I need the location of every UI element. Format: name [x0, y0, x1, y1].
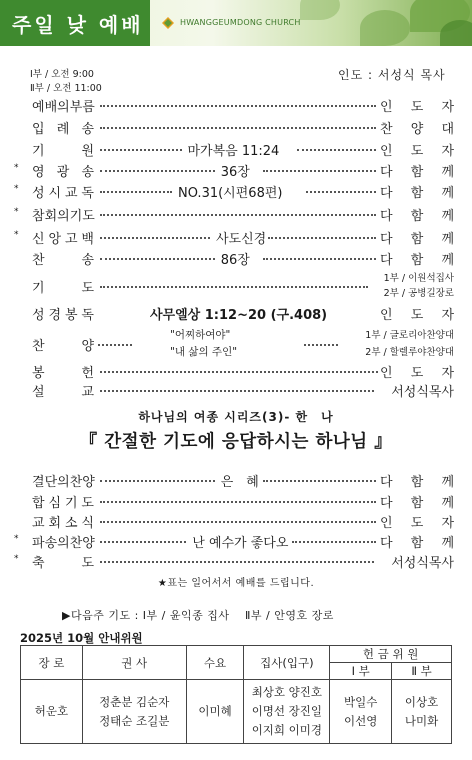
order-row	[14, 161, 454, 181]
leader-dots	[292, 541, 376, 543]
sermon-row	[22, 381, 454, 401]
leader-dots	[98, 344, 132, 346]
leader-dots	[100, 127, 376, 129]
row-performer: 인 도 자	[380, 516, 454, 531]
header-offering: 헌 금 위 원	[330, 646, 452, 663]
leader-dots	[100, 501, 376, 503]
row-performer: 다 함 께	[380, 475, 454, 490]
row-performer: 다 함 께	[380, 209, 454, 224]
row-performer: 서성식목사	[391, 385, 454, 400]
order-row	[22, 249, 454, 269]
row-label: 성 시 교 독	[32, 186, 94, 201]
row-label: 기 원	[32, 144, 94, 159]
anthem-song-1: "어찌하여야"	[170, 329, 231, 341]
offering-2-cell: 이상호 나미화	[392, 680, 452, 744]
service-time-2: Ⅱ부 / 오전 11:00	[30, 83, 102, 94]
row-performer: 찬 양 대	[380, 122, 454, 137]
header-deaconess: 권 사	[82, 646, 186, 680]
standing-mark: *	[14, 534, 19, 544]
order-row	[22, 512, 454, 532]
sermon-series: 하나님의 여종 시리즈(3)- 한 나	[138, 410, 334, 424]
leader-dots	[100, 237, 210, 239]
row-label: 합 심 기 도	[32, 496, 94, 511]
leaf-decoration	[440, 20, 472, 46]
benediction-row: * 축 도 서성식목사	[14, 554, 454, 571]
header-service-1: Ⅰ 부	[330, 663, 392, 680]
row-item: NO.31(시편68편)	[178, 186, 283, 201]
leader-dots	[100, 480, 215, 482]
anthem-song-2: "내 삶의 주인"	[170, 346, 238, 358]
row-label: 예 배 의 부 름	[32, 100, 95, 115]
header-service-2: Ⅱ 부	[392, 663, 452, 680]
leader-dots	[100, 371, 378, 373]
row-item: 36장	[220, 165, 250, 180]
row-label: 축 도	[32, 556, 94, 571]
service-time-1: Ⅰ부 / 오전 9:00	[30, 69, 94, 80]
anthem-row	[22, 326, 454, 360]
row-performer: 다 함 께	[380, 536, 454, 551]
standing-mark: *	[14, 230, 19, 240]
deacon-cell: 최상호 양진호 이명선 장진일 이지희 이미경	[244, 680, 330, 744]
row-label: 성 경 봉 독	[32, 308, 94, 323]
row-label: 설 교	[32, 385, 94, 400]
leader-dots	[100, 286, 368, 288]
order-row	[22, 118, 454, 138]
row-performer: 인 도 자	[380, 366, 454, 381]
row-label: 파 송 의 찬 양	[32, 536, 95, 551]
row-label: 영 광 송	[32, 165, 94, 180]
leader-dots	[100, 390, 374, 392]
committee-table	[20, 645, 452, 744]
row-label: 기 도	[32, 281, 94, 296]
leader-dots	[100, 214, 376, 216]
leader-dots	[304, 344, 338, 346]
row-performer: 인 도 자	[380, 144, 454, 159]
leader-dots	[100, 541, 186, 543]
row-item: 난 예수가 좋다오	[192, 536, 289, 551]
leader-dots	[268, 237, 376, 239]
committee-title: 2025년 10월 안내위원	[20, 631, 143, 645]
order-row	[22, 96, 454, 116]
church-name: HWANGGEUMDONG CHURCH	[180, 18, 301, 27]
row-performer: 다 함 께	[380, 253, 454, 268]
standing-note: ★표는 일어서서 예배를 드립니다.	[157, 578, 315, 589]
row-item: 86장	[220, 253, 250, 268]
scripture-text: 사무엘상 1:12~20 (구.408)	[150, 308, 328, 323]
row-performer: 서성식목사	[391, 556, 454, 571]
row-label: 찬 송	[32, 253, 94, 268]
order-row	[14, 205, 454, 225]
row-label: 신 앙 고 백	[32, 232, 94, 247]
row-label: 입 례 송	[32, 122, 94, 137]
order-row	[14, 532, 454, 552]
leader-dots	[100, 521, 376, 523]
offering-row	[22, 362, 454, 382]
row-item: 마가복음 11:24	[187, 144, 280, 159]
order-row	[22, 140, 454, 160]
header-elder: 장 로	[21, 646, 83, 680]
prayer-second: 2부 / 공병길장로	[383, 288, 454, 299]
row-label: 교 회 소 식	[32, 516, 94, 531]
leader-dots	[100, 191, 172, 193]
order-row	[14, 228, 454, 248]
leader-dots	[297, 149, 377, 151]
row-performer: 다 함 께	[380, 232, 454, 247]
standing-mark: *	[14, 207, 19, 217]
row-item: 사도신경	[216, 232, 267, 247]
row-label: 참 회 의 기 도	[32, 209, 95, 224]
leader-dots	[306, 191, 376, 193]
scripture-row	[22, 304, 454, 324]
title-box	[0, 0, 150, 46]
page-title: 주일 낮 예배	[12, 12, 144, 37]
anthem-choir-2: 2부 / 할렐루야찬양대	[365, 347, 454, 358]
row-performer: 인 도 자	[380, 308, 454, 323]
leaf-decoration	[300, 0, 340, 20]
row-performer: 다 함 께	[380, 165, 454, 180]
next-week-prayer: ▶다음주 기도 : Ⅰ부 / 윤익종 집사 Ⅱ부 / 안영호 장로	[62, 609, 334, 622]
header-wednesday: 수요	[186, 646, 244, 680]
wednesday-cell: 이미혜	[186, 680, 244, 744]
leader-dots	[100, 561, 374, 563]
worship-leader: 인도 : 서성식 목사	[338, 68, 446, 82]
leader-dots	[100, 258, 215, 260]
row-label: 찬 양	[32, 339, 94, 354]
row-item: 은 혜	[220, 475, 259, 490]
prayer-row	[22, 270, 454, 300]
prayer-first: 1부 / 이원석집사	[383, 273, 454, 284]
leader-dots	[263, 480, 376, 482]
order-row	[22, 492, 454, 512]
anthem-choir-1: 1부 / 글로리아찬양대	[365, 330, 454, 341]
row-performer: 다 함 께	[380, 496, 454, 511]
leader-dots	[100, 170, 215, 172]
leader-dots	[263, 170, 376, 172]
leader-dots	[100, 149, 182, 151]
header-banner	[0, 0, 472, 46]
standing-mark: *	[14, 184, 19, 194]
standing-mark: *	[14, 163, 19, 173]
elder-cell: 허운호	[21, 680, 83, 744]
row-label: 봉 헌	[32, 366, 94, 381]
leader-dots	[263, 258, 376, 260]
order-row	[22, 471, 454, 491]
church-logo-icon	[162, 17, 174, 29]
order-row	[14, 182, 454, 202]
sermon-title: 『 간절한 기도에 응답하시는 하나님 』	[79, 432, 393, 452]
offering-1-cell: 박일수 이선영	[330, 680, 392, 744]
row-performer: 인 도 자	[380, 100, 454, 115]
row-performer: 다 함 께	[380, 186, 454, 201]
leaf-decoration	[360, 10, 410, 46]
leader-dots	[100, 105, 376, 107]
header-deacon: 집사(입구)	[244, 646, 330, 680]
row-label: 결 단 의 찬 양	[32, 475, 95, 490]
deaconess-cell: 정춘분 김순자 정태순 조길분	[82, 680, 186, 744]
